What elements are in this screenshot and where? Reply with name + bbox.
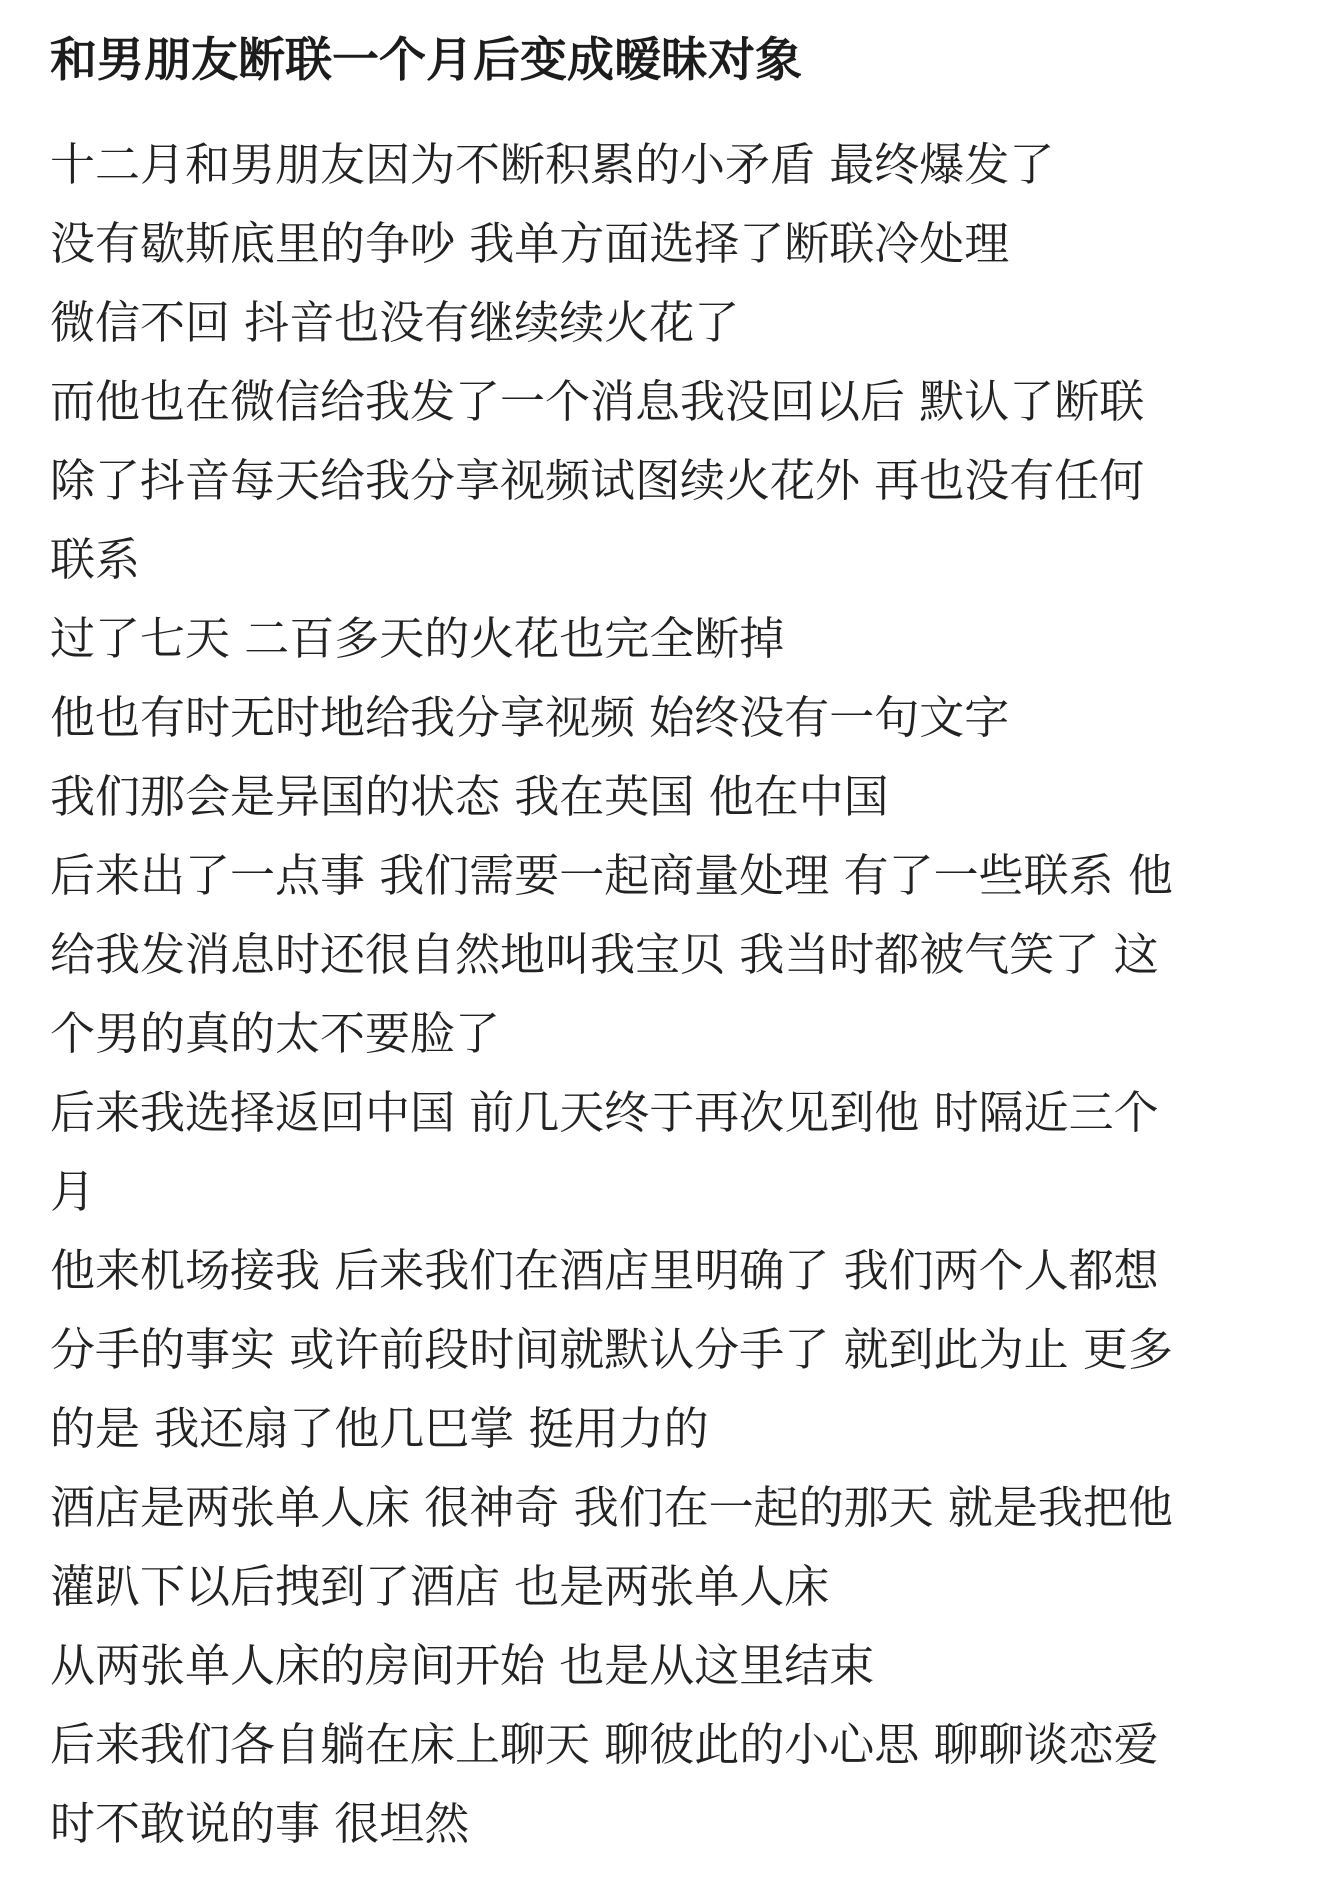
body-line: 他也有时无时地给我分享视频 始终没有一句文字	[50, 691, 1010, 744]
body-line: 微信不回 抖音也没有继续续火花了	[50, 296, 740, 349]
post-body	[50, 125, 1270, 1863]
body-line: 时不敢说的事 很坦然	[50, 1797, 470, 1850]
body-line: 而他也在微信给我发了一个消息我没回以后 默认了断联	[50, 375, 1145, 428]
body-line: 灌趴下以后拽到了酒店 也是两张单人床	[50, 1560, 830, 1613]
body-line: 他来机场接我 后来我们在酒店里明确了 我们两个人都想	[50, 1244, 1159, 1297]
post-title: 和男朋友断联一个月后变成暧昧对象	[50, 33, 802, 88]
body-line: 的是 我还扇了他几巴掌 挺用力的	[50, 1402, 709, 1455]
body-line: 分手的事实 或许前段时间就默认分手了 就到此为止 更多	[50, 1323, 1173, 1376]
body-line: 联系	[50, 533, 141, 586]
body-line: 酒店是两张单人床 很神奇 我们在一起的那天 就是我把他	[50, 1481, 1173, 1534]
body-line: 十二月和男朋友因为不断积累的小矛盾 最终爆发了	[50, 138, 1055, 191]
body-line: 后来我们各自躺在床上聊天 聊彼此的小心思 聊聊谈恋爱	[50, 1718, 1159, 1771]
body-line: 给我发消息时还很自然地叫我宝贝 我当时都被气笑了 这	[50, 928, 1159, 981]
body-line: 个男的真的太不要脸了	[50, 1007, 501, 1060]
body-line: 后来我选择返回中国 前几天终于再次见到他 时隔近三个	[50, 1086, 1159, 1139]
body-line: 过了七天 二百多天的火花也完全断掉	[50, 612, 785, 665]
body-line: 我们那会是异国的状态 我在英国 他在中国	[50, 770, 889, 823]
body-line: 后来出了一点事 我们需要一起商量处理 有了一些联系 他	[50, 849, 1173, 902]
body-line: 月	[50, 1165, 96, 1218]
body-line: 除了抖音每天给我分享视频试图续火花外 再也没有任何	[50, 454, 1145, 507]
body-line: 从两张单人床的房间开始 也是从这里结束	[50, 1639, 875, 1692]
body-line: 没有歇斯底里的争吵 我单方面选择了断联冷处理	[50, 217, 1010, 270]
